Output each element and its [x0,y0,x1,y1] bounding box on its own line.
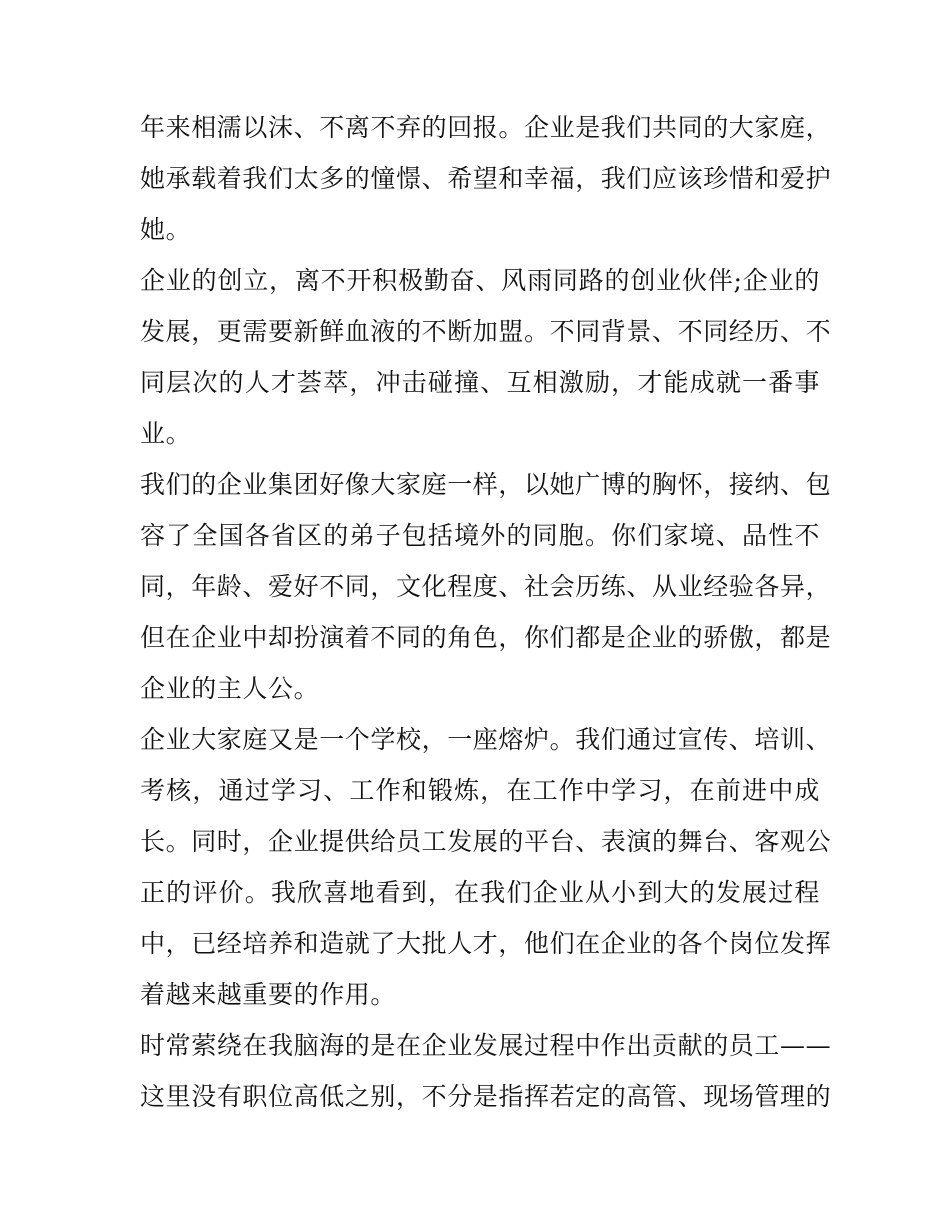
text-line: 她。 [140,215,192,244]
text-line: 我们的企业集团好像大家庭一样，以她广博的胸怀，接纳、包 [140,470,832,499]
text-line: 同，年龄、爱好不同，文化程度、社会历练、从业经验各异， [140,572,832,601]
text-line: 考核，通过学习、工作和锻炼，在工作中学习，在前进中成 [140,776,820,805]
text-line: 她承载着我们太多的憧憬、希望和幸福，我们应该珍惜和爱护 [140,164,832,193]
text-line: 着越来越重要的作用。 [140,980,397,1009]
text-line: 这里没有职位高低之别，不分是指挥若定的高管、现场管理的 [140,1082,832,1111]
text-line: 长。同时，企业提供给员工发展的平台、表演的舞台、客观公 [140,827,832,856]
body-text [140,102,832,1122]
paragraph-2 [140,255,832,459]
text-line: 年来相濡以沫、不离不弃的回报。企业是我们共同的大家庭， [140,113,832,142]
text-line: 中，已经培养和造就了大批人才，他们在企业的各个岗位发挥 [140,929,832,958]
text-line: 时常萦绕在我脑海的是在企业发展过程中作出贡献的员工—— [140,1031,832,1060]
text-line: 但在企业中却扮演着不同的角色，你们都是企业的骄傲，都是 [140,623,832,652]
paragraph-4 [140,714,832,1020]
paragraph-1 [140,102,832,255]
text-line: 发展，更需要新鲜血液的不断加盟。不同背景、不同经历、不 [140,317,832,346]
paragraph-3 [140,459,832,714]
paragraph-5 [140,1020,832,1122]
text-line: 业。 [140,419,192,448]
text-line: 企业的创立，离不开积极勤奋、风雨同路的创业伙伴;企业的 [140,266,820,295]
text-line: 企业的主人公。 [140,674,320,703]
text-line: 正的评价。我欣喜地看到，在我们企业从小到大的发展过程 [140,878,820,907]
text-line: 容了全国各省区的弟子包括境外的同胞。你们家境、品性不 [140,521,820,550]
text-line: 企业大家庭又是一个学校，一座熔炉。我们通过宣传、培训、 [140,725,832,754]
text-line: 同层次的人才荟萃，冲击碰撞、互相激励，才能成就一番事 [140,368,820,397]
